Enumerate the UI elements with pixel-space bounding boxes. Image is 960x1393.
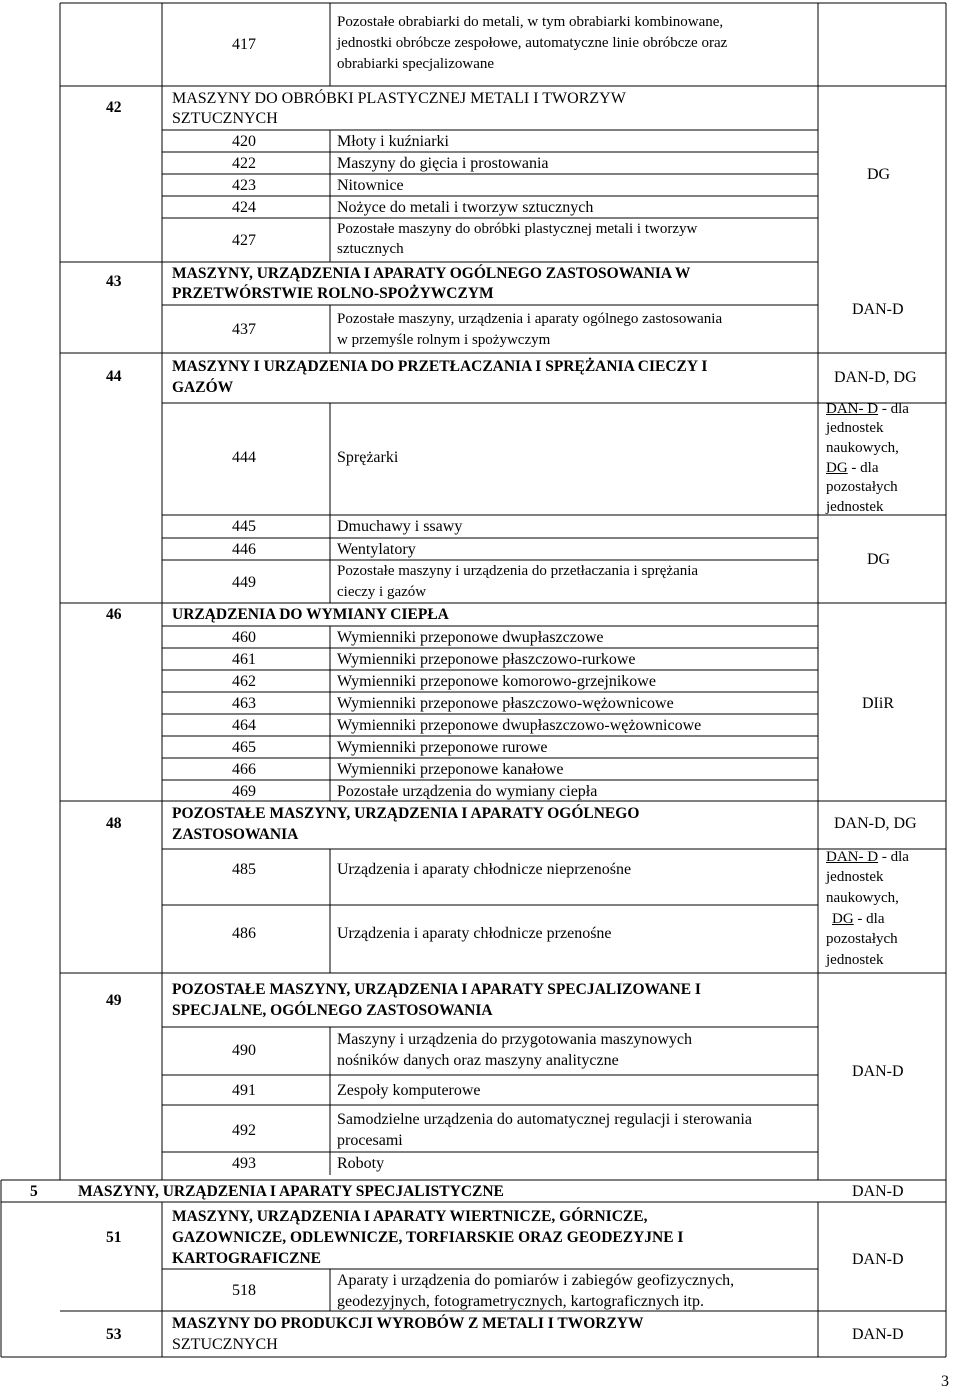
row-label-line: jednostki obróbcze zespołowe, automatyczne linie obróbcze oraz — [337, 35, 728, 51]
group-title-line: POZOSTAŁE MASZYNY, URZĄDZENIA I APARATY SPECJALIZOWANE I — [172, 981, 701, 998]
group-number: 51 — [106, 1229, 122, 1246]
group-title-line: POZOSTAŁE MASZYNY, URZĄDZENIA I APARATY OGÓLNEGO — [172, 805, 640, 822]
unit-note-line: jednostek — [826, 869, 884, 885]
unit-note-line: DAN- D - dla — [826, 401, 909, 417]
row-code: 424 — [232, 199, 256, 216]
row-label: Wymienniki przeponowe płaszczowo-rurkowe — [337, 651, 636, 668]
unit-cell: DAN-D, DG — [834, 369, 917, 386]
row-label: Wymienniki przeponowe dwupłaszczowe — [337, 629, 604, 646]
group-number: 46 — [106, 606, 122, 623]
row-label: Urządzenia i aparaty chłodnicze przenośne — [337, 925, 612, 942]
group-title: URZĄDZENIA DO WYMIANY CIEPŁA — [172, 606, 449, 623]
group-title-line: KARTOGRAFICZNE — [172, 1250, 322, 1267]
row-code: 466 — [232, 761, 256, 778]
group-number: 49 — [106, 992, 122, 1009]
row-code: 422 — [232, 155, 256, 172]
row-code: 486 — [232, 925, 256, 942]
group-title-line: SPECJALNE, OGÓLNEGO ZASTOSOWANIA — [172, 1002, 493, 1019]
group-number: 44 — [106, 368, 122, 385]
group-title-line: SZTUCZNYCH — [172, 1336, 278, 1353]
section-title: MASZYNY, URZĄDZENIA I APARATY SPECJALISTYCZNE — [78, 1183, 504, 1200]
row-label-line: obrabiarki specjalizowane — [337, 56, 495, 72]
group-title-line: MASZYNY DO PRODUKCJI WYROBÓW Z METALI I TWORZYW — [172, 1315, 644, 1332]
group-title-line: MASZYNY I URZĄDZENIA DO PRZETŁACZANIA I SPRĘŻANIA CIECZY I — [172, 358, 708, 375]
row-label: Sprężarki — [337, 449, 399, 466]
unit-cell: DIiR — [862, 695, 894, 712]
row-code: 449 — [232, 574, 256, 591]
row-label: Wymienniki przeponowe dwupłaszczowo-wężownicowe — [337, 717, 702, 734]
unit-cell: DG — [867, 166, 891, 183]
section-unit: DAN-D — [852, 1183, 904, 1200]
row-label-line: Aparaty i urządzenia do pomiarów i zabiegów geofizycznych, — [337, 1272, 735, 1289]
row-label: Maszyny do gięcia i prostowania — [337, 155, 549, 172]
group-title-line: MASZYNY, URZĄDZENIA I APARATY WIERTNICZE, GÓRNICZE, — [172, 1208, 648, 1225]
row-code: 465 — [232, 739, 256, 756]
row-label-line: procesami — [337, 1132, 403, 1149]
group-title-line: PRZETWÓRSTWIE ROLNO-SPOŻYWCZYM — [172, 285, 494, 302]
row-code: 492 — [232, 1122, 256, 1139]
row-label: Pozostałe urządzenia do wymiany ciepła — [337, 783, 598, 800]
row-code: 460 — [232, 629, 256, 646]
row-code: 437 — [232, 321, 256, 338]
group-title-line: MASZYNY DO OBRÓBKI PLASTYCZNEJ METALI I TWORZYW — [172, 90, 626, 107]
row-code: 518 — [232, 1282, 256, 1299]
unit-note-line: DG - dla — [832, 911, 885, 927]
page-number: 3 — [941, 1373, 949, 1390]
row-label-line: Samodzielne urządzenia do automatycznej regulacji i sterowania — [337, 1111, 752, 1128]
unit-cell: DAN-D — [852, 301, 904, 318]
row-label-line: cieczy i gazów — [337, 584, 427, 600]
row-label-line: w przemyśle rolnym i spożywczym — [337, 332, 551, 348]
row-label-line: Pozostałe maszyny, urządzenia i aparaty ogólnego zastosowania — [337, 311, 723, 327]
row-label-line: nośników danych oraz maszyny analityczne — [337, 1052, 619, 1069]
row-code: 469 — [232, 783, 256, 800]
unit-note-line: DAN- D - dla — [826, 849, 909, 865]
row-code: 463 — [232, 695, 256, 712]
group-number: 42 — [106, 99, 122, 116]
row-code: 462 — [232, 673, 256, 690]
group-number: 48 — [106, 815, 122, 832]
row-label: Wymienniki przeponowe płaszczowo-wężownicowe — [337, 695, 674, 712]
row-label-line: Maszyny i urządzenia do przygotowania maszynowych — [337, 1031, 692, 1048]
row-code: 427 — [232, 232, 256, 249]
unit-note-line: jednostek — [826, 952, 884, 968]
unit-note-line: naukowych, — [826, 440, 899, 456]
row-label-line: Pozostałe obrabiarki do metali, w tym obrabiarki kombinowane, — [337, 14, 724, 30]
row-code: 423 — [232, 177, 256, 194]
unit-note-line: pozostałych — [826, 931, 898, 947]
unit-note-line: DG - dla — [826, 460, 879, 476]
unit-note-line: naukowych, — [826, 890, 899, 906]
row-code: 485 — [232, 861, 256, 878]
unit-cell: DAN-D — [852, 1326, 904, 1343]
row-label-line: geodezyjnych, fotogrametrycznych, kartograficznych itp. — [337, 1293, 704, 1310]
row-label: Wymienniki przeponowe kanałowe — [337, 761, 564, 778]
row-label-line: Pozostałe maszyny i urządzenia do przetłaczania i sprężania — [337, 563, 699, 579]
group-title-line: MASZYNY, URZĄDZENIA I APARATY OGÓLNEGO ZASTOSOWANIA W — [172, 265, 691, 282]
row-label: Wentylatory — [337, 541, 416, 558]
row-code: 490 — [232, 1042, 256, 1059]
row-code: 444 — [232, 449, 256, 466]
group-number: 43 — [106, 273, 122, 290]
row-code: 445 — [232, 518, 256, 535]
unit-cell: DAN-D, DG — [834, 815, 917, 832]
unit-note-line: jednostek — [826, 420, 884, 436]
row-code: 461 — [232, 651, 256, 668]
row-label: Nitownice — [337, 177, 404, 194]
row-label: Wymienniki przeponowe rurowe — [337, 739, 548, 756]
row-label: Nożyce do metali i tworzyw sztucznych — [337, 199, 594, 216]
row-label: Dmuchawy i ssawy — [337, 518, 463, 535]
group-title-line: SZTUCZNYCH — [172, 110, 278, 127]
row-label: Zespoły komputerowe — [337, 1082, 481, 1099]
unit-cell: DAN-D — [852, 1251, 904, 1268]
group-title-line: ZASTOSOWANIA — [172, 826, 299, 843]
group-title-line: GAZÓW — [172, 379, 234, 396]
row-label: Urządzenia i aparaty chłodnicze nieprzenośne — [337, 861, 632, 878]
row-label: Roboty — [337, 1155, 385, 1172]
group-title-line: GAZOWNICZE, ODLEWNICZE, TORFIARSKIE ORAZ GEODEZYJNE I — [172, 1229, 684, 1246]
unit-cell: DAN-D — [852, 1063, 904, 1080]
row-code: 420 — [232, 133, 256, 150]
unit-note-line: pozostałych — [826, 479, 898, 495]
section-number: 5 — [30, 1183, 38, 1200]
unit-note-line: jednostek — [826, 499, 884, 515]
row-code: 417 — [232, 36, 256, 53]
group-number: 53 — [106, 1326, 122, 1343]
row-code: 446 — [232, 541, 256, 558]
row-label: Młoty i kuźniarki — [337, 133, 449, 150]
row-label: Wymienniki przeponowe komorowo-grzejnikowe — [337, 673, 656, 690]
unit-cell: DG — [867, 551, 891, 568]
row-label-line: sztucznych — [337, 241, 404, 257]
row-label-line: Pozostałe maszyny do obróbki plastycznej metali i tworzyw — [337, 221, 698, 237]
row-code: 491 — [232, 1082, 256, 1099]
row-code: 493 — [232, 1155, 256, 1172]
row-code: 464 — [232, 717, 256, 734]
